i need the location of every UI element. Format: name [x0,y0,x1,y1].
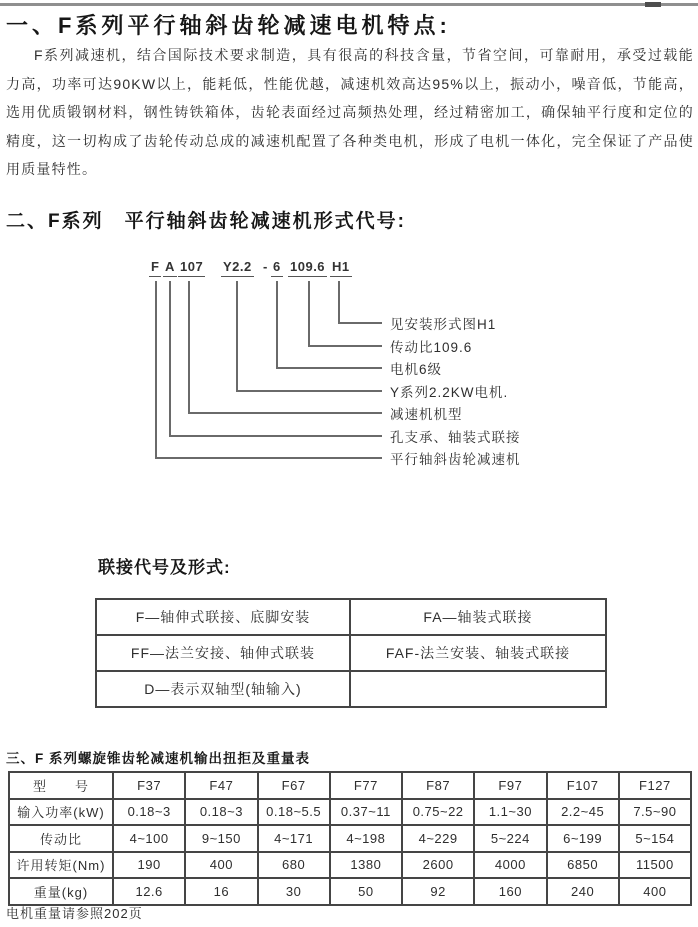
code-token: - [263,259,268,274]
code-label: 电机6级 [390,362,443,377]
code-label: 平行轴斜齿轮减速机 [390,452,521,467]
spec-table-model-header: F97 [474,772,546,799]
code-leader-horizontal-line [338,322,382,324]
spec-table-model-header: F37 [113,772,185,799]
spec-table-cell: 9~150 [185,825,257,852]
spec-table-corner-header: 型 号 [9,772,113,799]
spec-table-cell: 4~100 [113,825,185,852]
connection-heading: 联接代号及形式: [98,558,231,577]
spec-table-row [9,799,691,826]
connection-table-row [96,635,606,671]
spec-table-cell: 0.75~22 [402,799,474,826]
connection-cell: FA—轴装式联接 [350,599,606,635]
connection-table-row [96,599,606,635]
section2-heading: 二、F系列 平行轴斜齿轮减速机形式代号: [6,211,406,232]
connection-cell: FF—法兰安接、轴伸式联装 [96,635,350,671]
code-token: F [149,259,161,277]
spec-table-cell: 0.18~3 [113,799,185,826]
spec-table-row-label: 输入功率(kW) [9,799,113,826]
connection-table [95,598,607,708]
spec-table-cell: 2600 [402,852,474,879]
spec-table-cell: 5~224 [474,825,546,852]
spec-table [8,771,692,906]
footnote: 电机重量请参照202页 [6,906,143,921]
spec-table-cell: 240 [547,878,619,905]
spec-table-cell: 6~199 [547,825,619,852]
code-leader-vertical-line [236,281,238,390]
code-label: 减速机机型 [390,407,463,422]
spec-table-row-label: 许用转矩(Nm) [9,852,113,879]
spec-table-cell: 50 [330,878,402,905]
spec-table-cell: 0.37~11 [330,799,402,826]
spec-table-cell: 11500 [619,852,691,879]
spec-table-cell: 4000 [474,852,546,879]
spec-table-cell: 2.2~45 [547,799,619,826]
code-label: 见安装形式图H1 [390,317,497,332]
spec-table-row [9,852,691,879]
spec-table-model-header: F77 [330,772,402,799]
code-leader-vertical-line [155,281,157,457]
code-label: 传动比109.6 [390,340,473,355]
spec-table-cell: 4~171 [258,825,330,852]
code-token: 6 [271,259,283,277]
spec-table-model-header: F107 [547,772,619,799]
spec-table-cell: 0.18~5.5 [258,799,330,826]
code-leader-vertical-line [188,281,190,412]
code-leader-vertical-line [169,281,171,435]
code-leader-vertical-line [308,281,310,345]
spec-table-cell: 16 [185,878,257,905]
code-leader-horizontal-line [169,435,382,437]
connection-cell: FAF-法兰安装、轴装式联接 [350,635,606,671]
top-divider-rule-tip [645,2,661,7]
spec-table-cell: 680 [258,852,330,879]
section1-paragraph: F系列减速机，结合国际技术要求制造，具有很高的科技含量，节省空间，可靠耐用，承受过载能力高，功率可达90KW以上，能耗低，性能优越，减速机效高达95%以上，振动小，噪音低，节能高，选用优质锻钢材料，钢性铸铁箱体，齿轮表面经过高频热处理，经过精密加工，确保轴平行度和定位的精度，这一切构成了齿轮传动总成的减速机配置了各种类电机，形成了电机一体化，完全保证了产品使用质量特性。 [6,47,694,177]
spec-table-cell: 4~229 [402,825,474,852]
spec-table-cell: 400 [185,852,257,879]
section1-heading: 一、F系列平行轴斜齿轮减速电机特点: [6,13,451,38]
section3-heading: 三、F 系列螺旋锥齿轮减速机输出扭拒及重量表 [6,751,310,766]
spec-table-model-header: F67 [258,772,330,799]
spec-table-cell: 400 [619,878,691,905]
spec-table-cell: 7.5~90 [619,799,691,826]
spec-table-model-header: F127 [619,772,691,799]
spec-table-row [9,825,691,852]
spec-table-cell: 6850 [547,852,619,879]
connection-cell: F—轴伸式联接、底脚安装 [96,599,350,635]
top-divider-rule [0,3,698,6]
code-token: A [163,259,177,277]
code-token: 107 [178,259,205,277]
code-leader-horizontal-line [276,367,382,369]
spec-table-cell: 5~154 [619,825,691,852]
spec-table-header-row [9,772,691,799]
spec-table-cell: 92 [402,878,474,905]
code-leader-horizontal-line [188,412,382,414]
code-token: 109.6 [288,259,327,277]
spec-table-cell: 1.1~30 [474,799,546,826]
spec-table-model-header: F47 [185,772,257,799]
code-token: H1 [330,259,352,277]
spec-table-cell: 4~198 [330,825,402,852]
spec-table-row-label: 传动比 [9,825,113,852]
code-leader-horizontal-line [155,457,382,459]
code-label: Y系列2.2KW电机. [390,385,509,400]
spec-table-cell: 160 [474,878,546,905]
spec-table-cell: 190 [113,852,185,879]
spec-table-row-label: 重量(kg) [9,878,113,905]
code-token: Y2.2 [221,259,254,277]
spec-table-cell: 0.18~3 [185,799,257,826]
connection-cell: D—表示双轴型(轴输入) [96,671,350,707]
connection-cell [350,671,606,707]
code-leader-horizontal-line [308,345,382,347]
code-leader-horizontal-line [236,390,382,392]
spec-table-cell: 30 [258,878,330,905]
code-leader-vertical-line [276,281,278,367]
code-leader-vertical-line [338,281,340,322]
code-label: 孔支承、轴装式联接 [390,430,521,445]
spec-table-cell: 1380 [330,852,402,879]
spec-table-model-header: F87 [402,772,474,799]
spec-table-cell: 12.6 [113,878,185,905]
spec-table-row [9,878,691,905]
connection-table-row [96,671,606,707]
